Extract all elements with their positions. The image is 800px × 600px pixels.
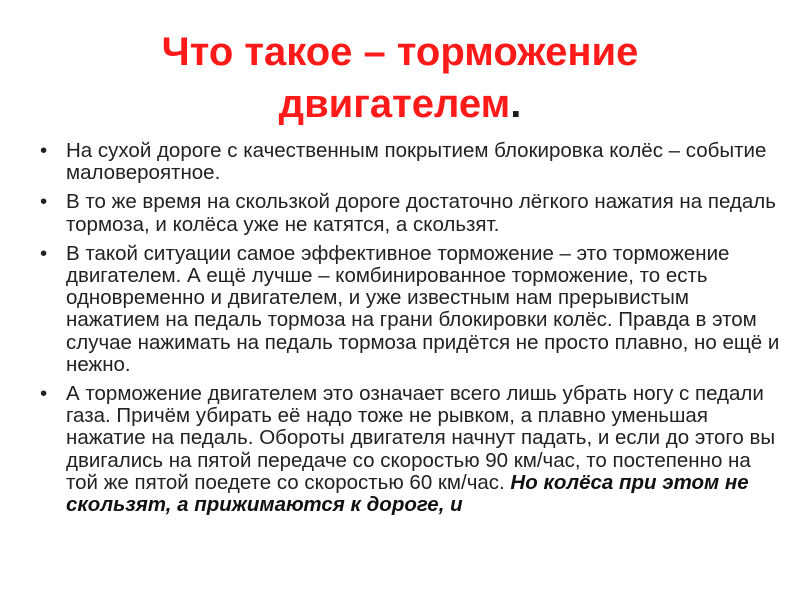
bullet-text: А торможение двигателем это означает всего лишь убрать ногу с педали газа. Причём убирать её надо тоже не рывком, а плавно уменьшая нажатие на педаль. Обороты двигателя начнут падать, и если до этого вы двигались на пятой передаче со скоростью 90 км/час, то постепенно на той же пятой поедете со скоростью 60 км/час. [66, 382, 776, 494]
bullet-item [40, 140, 780, 184]
bullet-item [40, 383, 780, 516]
bullet-text: На сухой дороге с качественным покрытием блокировка колёс – событие маловероятное. [66, 139, 767, 185]
title-line-2: двигателем [278, 82, 511, 126]
bullet-marker: • [40, 139, 48, 162]
bullet-marker: • [40, 382, 48, 406]
bullet-text: В то же время на скользкой дороге достаточно лёгкого нажатия на педаль тормоза, и колёса уже не катятся, а скользят. [66, 190, 776, 236]
title-period: . [510, 82, 522, 126]
bullet-marker: • [40, 190, 48, 214]
slide-title [40, 26, 760, 130]
bullet-marker: • [40, 241, 48, 265]
bullet-text: В такой ситуации самое эффективное торможение – это торможение двигателем. А ещё лучше – комбинированное торможение, то есть одновременно и двигателем, и уже известным нам прерывистым нажатием на педаль тормоза на грани блокировки колёс. Правда в этом случае нажимать на педаль тормоза придётся не просто плавно, но ещё и нежно. [66, 241, 780, 376]
emphasis-text: Но колёса при этом не скользят, а прижимаются к дороге, и [66, 470, 749, 517]
bullet-list [40, 140, 780, 523]
title-line-1: Что такое – торможение [161, 30, 639, 74]
bullet-item [40, 191, 780, 235]
bullet-item [40, 243, 780, 376]
